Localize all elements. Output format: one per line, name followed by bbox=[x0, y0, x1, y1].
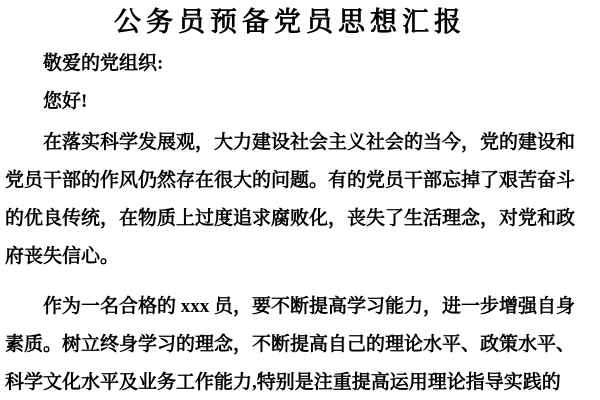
greeting-line: 您好! bbox=[43, 91, 88, 112]
document-title: 公务员预备党员思想汇报 bbox=[114, 7, 466, 37]
document-body bbox=[5, 45, 575, 400]
paragraph-1: 在落实科学发展观，大力建设社会主义社会的当今，党的建设和党员干部的作风仍然存在很大的问题。有的党员干部忘掉了艰苦奋斗的优良传统，在物质上过度追求腐败化，丧失了生活理念，对党和政府丧失信心。 bbox=[5, 132, 576, 267]
salutation-line: 敬爱的党组织: bbox=[43, 53, 164, 74]
paragraph-2: 作为一名合格的 xxx 员，要不断提高学习能力，进一步增强自身素质。树立终身学习的理念，不断提高自己的理论水平、政策水平、科学文化水平及业务工作能力,特别是注重提高运用理论指导实践的 bbox=[5, 296, 576, 393]
